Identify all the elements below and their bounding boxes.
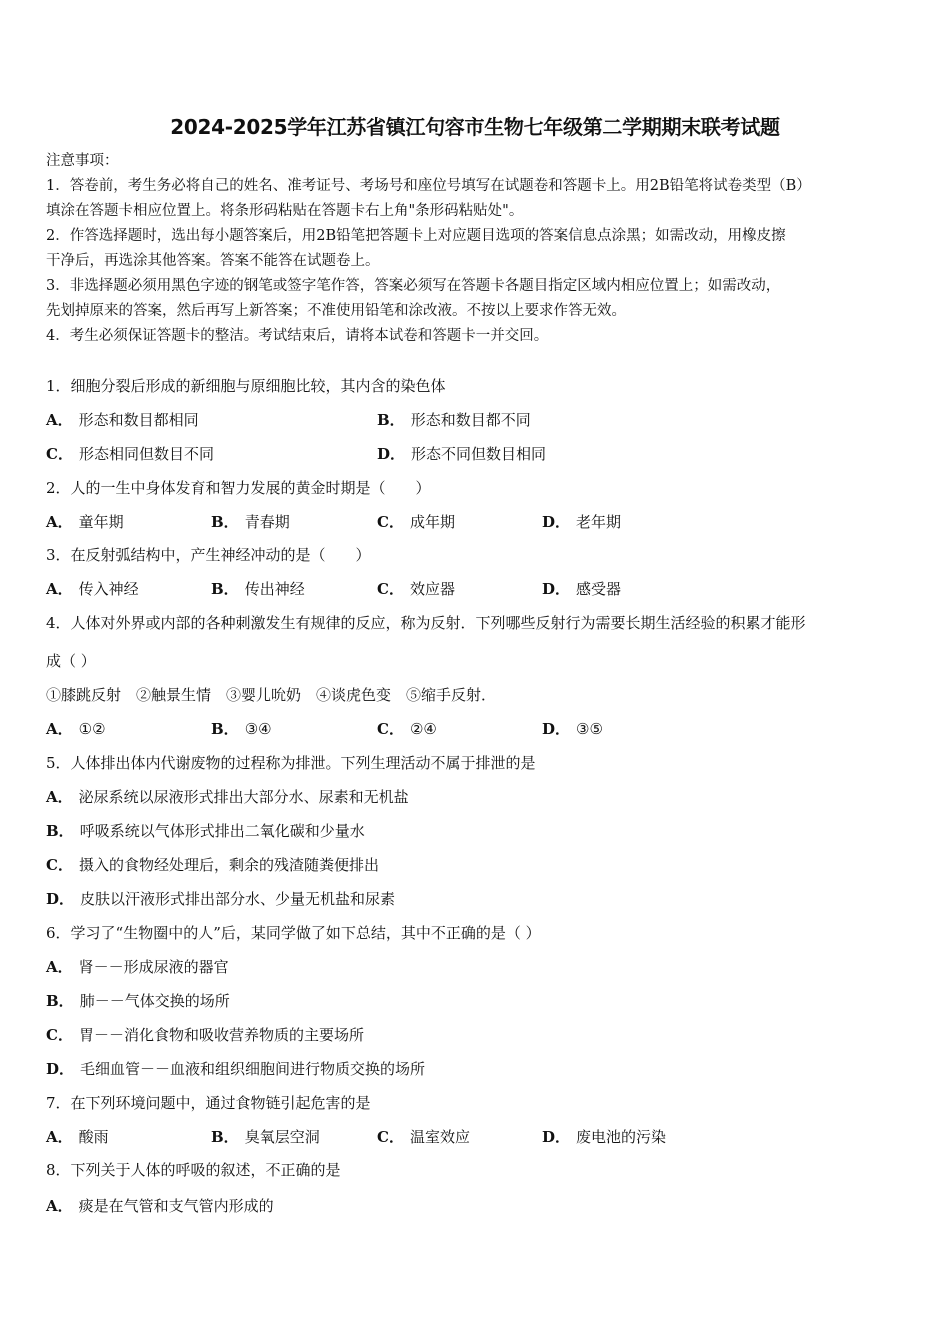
option-letter: D．: [542, 580, 571, 598]
option-text: 毛细血管－－血液和组织细胞间进行物质交换的场所: [80, 1060, 426, 1078]
question-2-option-a: [46, 511, 124, 532]
question-7-option-d: [542, 1126, 666, 1147]
question-1-option-c: [46, 443, 214, 464]
option-letter: C．: [377, 513, 404, 531]
option-text: 感受器: [576, 580, 622, 598]
question-7-option-a: [46, 1126, 109, 1147]
question-1-option-b: [377, 409, 531, 430]
notice-heading: 注意事项：: [46, 153, 119, 169]
option-text: ③⑤: [576, 720, 603, 738]
option-text: ③④: [244, 720, 272, 738]
option-text: 童年期: [78, 513, 124, 531]
option-letter: A．: [46, 788, 73, 806]
option-text: 成年期: [409, 513, 455, 531]
question-4-stem-line-1: 4．人体对外界或内部的各种刺激发生有规律的反应，称为反射．下列哪些反射行为需要长期生活经验的积累才能形: [46, 614, 806, 632]
option-text: 传出神经: [244, 580, 305, 598]
question-2-option-c: [377, 511, 455, 532]
question-1-option-a: [46, 409, 199, 430]
option-letter: A．: [46, 1128, 73, 1146]
question-2-stem: 2．人的一生中身体发育和智力发展的黄金时期是（ ）: [46, 479, 431, 497]
question-6-option-d: [46, 1058, 425, 1079]
option-letter: B．: [211, 513, 239, 531]
question-8-option-a: [46, 1195, 274, 1216]
notice-item-2a: 2．作答选择题时，选出每小题答案后，用2B铅笔把答题卡上对应题目选项的答案信息点涂黑；如需改动，用橡皮擦: [46, 228, 786, 244]
option-text: 效应器: [409, 580, 455, 598]
option-letter: A．: [46, 1197, 73, 1215]
option-letter: B．: [46, 822, 74, 840]
notice-item-3a: 3．非选择题必须用黑色字迹的钢笔或签字笔作答，答案必须写在答题卡各题目指定区域内相应位置上；如需改动，: [46, 278, 781, 294]
option-text: 酸雨: [78, 1128, 109, 1146]
notice-item-1b: 填涂在答题卡相应位置上。将条形码粘贴在答题卡右上角"条形码粘贴处"。: [46, 203, 524, 219]
question-5-option-d: [46, 888, 395, 909]
question-6-stem: 6．学习了“生物圈中的人”后，某同学做了如下总结，其中不正确的是（ ）: [46, 924, 541, 942]
option-letter: B．: [46, 992, 74, 1010]
question-3-option-b: [211, 578, 305, 599]
option-text: 废电池的污染: [576, 1128, 667, 1146]
option-letter: B．: [211, 1128, 239, 1146]
option-letter: A．: [46, 513, 73, 531]
option-text: 呼吸系统以气体形式排出二氧化碳和少量水: [79, 822, 365, 840]
question-4-option-d: [542, 718, 603, 739]
question-2-option-b: [211, 511, 290, 532]
question-7-stem: 7．在下列环境问题中，通过食物链引起危害的是: [46, 1094, 371, 1112]
option-text: 泌尿系统以尿液形式排出大部分水、尿素和无机盐: [78, 788, 409, 806]
question-1-option-d: [377, 443, 546, 464]
option-letter: D．: [542, 720, 571, 738]
question-1-stem: 1．细胞分裂后形成的新细胞与原细胞比较，其内含的染色体: [46, 377, 446, 395]
option-letter: C．: [377, 1128, 404, 1146]
option-text: 老年期: [576, 513, 622, 531]
option-letter: D．: [46, 890, 75, 908]
option-letter: C．: [46, 1026, 73, 1044]
question-4-option-a: [46, 718, 106, 739]
option-text: 形态和数目都不同: [410, 411, 531, 429]
question-3-option-d: [542, 578, 621, 599]
option-text: 肺－－气体交换的场所: [79, 992, 230, 1010]
notice-item-3b: 先划掉原来的答案，然后再写上新答案；不准使用铅笔和涂改液。不按以上要求作答无效。: [46, 303, 626, 319]
question-4-option-b: [211, 718, 272, 739]
option-letter: A．: [46, 411, 73, 429]
option-text: 温室效应: [409, 1128, 470, 1146]
question-4-option-c: [377, 718, 437, 739]
option-letter: C．: [46, 856, 73, 874]
option-letter: B．: [377, 411, 405, 429]
option-letter: D．: [542, 513, 571, 531]
option-text: 传入神经: [78, 580, 139, 598]
question-3-option-a: [46, 578, 139, 599]
option-letter: D．: [46, 1060, 75, 1078]
question-4-stem-line-2: 成（ ）: [46, 652, 96, 670]
option-text: 肾－－形成尿液的器官: [78, 958, 229, 976]
option-text: 痰是在气管和支气管内形成的: [78, 1197, 274, 1215]
option-text: 胃－－消化食物和吸收营养物质的主要场所: [78, 1026, 364, 1044]
notice-item-4: 4．考生必须保证答题卡的整洁。考试结束后，请将本试卷和答题卡一并交回。: [46, 328, 549, 344]
option-text: 摄入的食物经处理后，剩余的残渣随粪便排出: [78, 856, 379, 874]
question-5-option-b: [46, 820, 365, 841]
option-letter: D．: [542, 1128, 571, 1146]
option-text: 形态不同但数目相同: [411, 445, 547, 463]
question-8-stem: 8．下列关于人体的呼吸的叙述，不正确的是: [46, 1161, 341, 1179]
question-4-items: ①膝跳反射 ②触景生情 ③婴儿吮奶 ④谈虎色变 ⑤缩手反射．: [46, 686, 497, 704]
option-letter: D．: [377, 445, 406, 463]
option-letter: B．: [211, 580, 239, 598]
option-letter: A．: [46, 580, 73, 598]
question-7-option-c: [377, 1126, 470, 1147]
option-text: ①②: [78, 720, 106, 738]
question-5-stem: 5．人体排出体内代谢废物的过程称为排泄。下列生理活动不属于排泄的是: [46, 754, 536, 772]
question-7-option-b: [211, 1126, 320, 1147]
option-letter: C．: [46, 445, 73, 463]
option-letter: C．: [377, 720, 404, 738]
question-6-option-a: [46, 956, 229, 977]
notice-item-1a: 1．答卷前，考生务必将自己的姓名、准考证号、考场号和座位号填写在试题卷和答题卡上。用2B铅笔将试卷类型（B）: [46, 178, 811, 194]
option-text: 青春期: [244, 513, 290, 531]
question-3-option-c: [377, 578, 455, 599]
question-3-stem: 3．在反射弧结构中，产生神经冲动的是（ ）: [46, 546, 371, 564]
option-text: 皮肤以汗液形式排出部分水、少量无机盐和尿素: [80, 890, 396, 908]
option-text: 形态和数目都相同: [78, 411, 199, 429]
option-letter: C．: [377, 580, 404, 598]
notice-item-2b: 干净后，再选涂其他答案。答案不能答在试题卷上。: [46, 253, 380, 269]
option-letter: A．: [46, 958, 73, 976]
option-text: 臭氧层空洞: [244, 1128, 320, 1146]
question-6-option-c: [46, 1024, 364, 1045]
option-letter: A．: [46, 720, 73, 738]
question-6-option-b: [46, 990, 230, 1011]
question-5-option-c: [46, 854, 379, 875]
page-title: 2024-2025学年江苏省镇江句容市生物七年级第二学期期末联考试题: [170, 115, 780, 139]
option-letter: B．: [211, 720, 239, 738]
option-text: ②④: [409, 720, 437, 738]
option-text: 形态相同但数目不同: [78, 445, 214, 463]
question-5-option-a: [46, 786, 409, 807]
question-2-option-d: [542, 511, 621, 532]
